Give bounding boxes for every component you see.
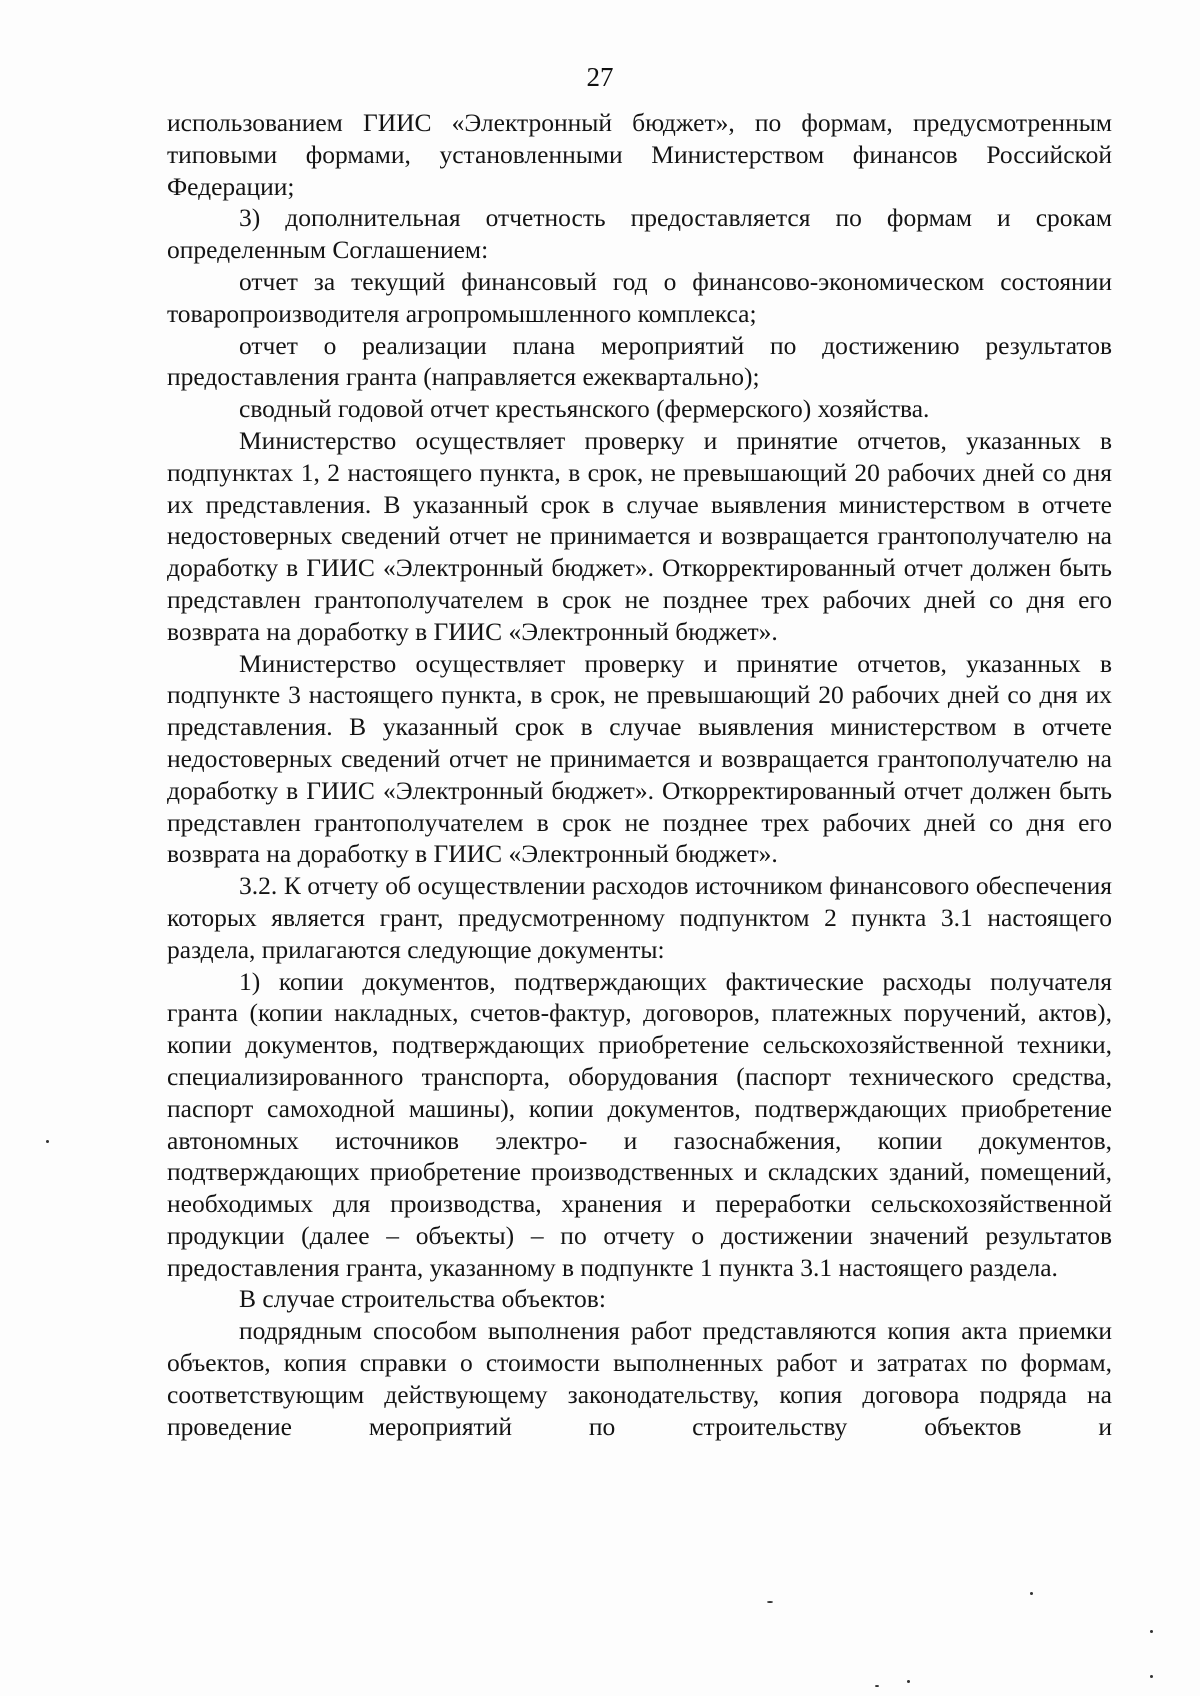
paragraph-4: отчет о реализации плана мероприятий по достижению результатов предоставления гранта (направляется ежеквартально); <box>167 330 1112 392</box>
paragraph-9: 1) копии документов, подтверждающих фактические расходы получателя гранта (копии накладных, счетов-фактур, договоров, платежных поручений, актов), копии документов, подтверждающих приобретение сельскохозяйственной техники, специализированного транспорта, оборудования (паспорт технического средства, паспорт самоходной машины), копии документов, подтверждающих приобретение автономных источников электро- и газоснабжения, копии документов, подтверждающих приобретение производственных и складских зданий, помещений, необходимых для производства, хранения и переработки сельскохозяйственной продукции (далее – объекты) – по отчету о достижении значений результатов предоставления гранта, указанному в подпункте 1 пункта 3.1 настоящего раздела. <box>167 966 1112 1282</box>
paragraph-10: В случае строительства объектов: <box>239 1284 606 1314</box>
scan-speck <box>767 1601 773 1603</box>
paragraph-1: использованием ГИИС «Электронный бюджет», по формам, предусмотренным типовыми формами, установленными Министерством финансов Российской Федерации; <box>167 108 1112 201</box>
scan-speck <box>875 1685 879 1687</box>
paragraph-3: отчет за текущий финансовый год о финансово-экономическом состоянии товаропроизводителя агропромышленного комплекса; <box>167 266 1112 328</box>
page-number: 27 <box>586 62 614 92</box>
paragraph-5: сводный годовой отчет крестьянского (фермерского) хозяйства. <box>239 394 930 424</box>
scan-speck <box>46 1140 49 1143</box>
paragraph-8: 3.2. К отчету об осуществлении расходов источником финансового обеспечения которых является грант, предусмотренному подпунктом 2 пункта 3.1 настоящего раздела, прилагаются следующие документы: <box>167 871 1112 964</box>
scan-speck <box>1150 1630 1153 1633</box>
document-body <box>167 107 1112 1442</box>
paragraph-2: 3) дополнительная отчетность предоставляется по формам и срокам определенным Соглашением: <box>167 203 1112 265</box>
scan-speck <box>907 1680 910 1683</box>
paragraph-7: Министерство осуществляет проверку и принятие отчетов, указанных в подпункте 3 настоящего пункта, в срок, не превышающий 20 рабочих дней со дня их представления. В указанный срок в случае выявления министерством в отчете недостоверных сведений отчет не принимается и возвращается грантополучателю на доработку в ГИИС «Электронный бюджет». Откорректированный отчет должен быть представлен грантополучателем в срок не позднее трех рабочих дней со дня его возврата на доработку в ГИИС «Электронный бюджет». <box>167 648 1112 869</box>
scan-speck <box>1150 1675 1153 1678</box>
paragraph-6: Министерство осуществляет проверку и принятие отчетов, указанных в подпунктах 1, 2 настоящего пункта, в срок, не превышающий 20 рабочих дней со дня их представления. В указанный срок в случае выявления министерством в отчете недостоверных сведений отчет не принимается и возвращается грантополучателю на доработку в ГИИС «Электронный бюджет». Откорректированный отчет должен быть представлен грантополучателем в срок не позднее трех рабочих дней со дня его возврата на доработку в ГИИС «Электронный бюджет». <box>167 425 1112 646</box>
paragraph-11: подрядным способом выполнения работ представляются копия акта приемки объектов, копия справки о стоимости выполненных работ и затратах по формам, соответствующим действующему законодательству, копия договора подряда на проведение мероприятий по строительству объектов и <box>167 1316 1112 1441</box>
scan-speck <box>1030 1592 1033 1595</box>
